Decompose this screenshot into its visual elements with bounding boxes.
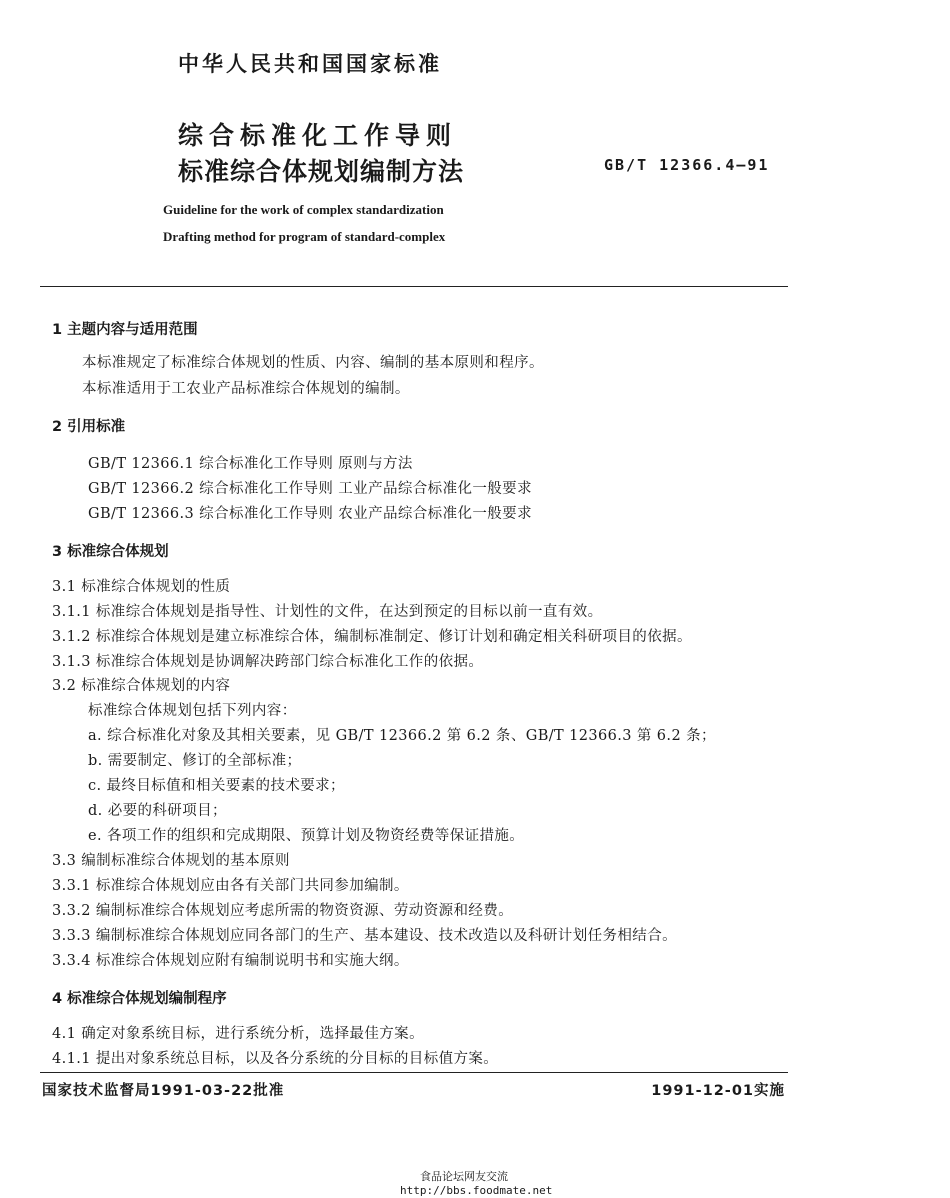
subsection-heading: 3.1 标准综合体规划的性质 — [52, 579, 231, 595]
english-title-line1: Guideline for the work of complex standardization — [163, 202, 444, 217]
subsection-heading: 4.1 确定对象系统目标，进行系统分析，选择最佳方案。 — [52, 1026, 424, 1042]
reference-item: GB/T 12366.1 综合标准化工作导则 原则与方法 — [88, 456, 413, 472]
reference-item: GB/T 12366.3 综合标准化工作导则 农业产品综合标准化一般要求 — [88, 506, 532, 522]
subsection-heading: 3.2 标准综合体规划的内容 — [52, 678, 231, 694]
document-title-line2: 标准综合体规划编制方法 — [178, 157, 465, 186]
subsection-heading: 3.3 编制标准综合体规划的基本原则 — [52, 853, 290, 869]
list-item: c. 最终目标值和相关要素的技术要求； — [88, 778, 345, 794]
clause: 3.3.4 标准综合体规划应附有编制说明书和实施大纲。 — [52, 953, 409, 969]
section-heading-4: 4 标准综合体规划编制程序 — [52, 991, 227, 1007]
clause: 3.1.1 标准综合体规划是指导性、计划性的文件，在达到预定的目标以前一直有效。 — [52, 604, 603, 620]
section-heading-2: 2 引用标准 — [52, 419, 126, 435]
list-item: e. 各项工作的组织和完成期限、预算计划及物资经费等保证措施。 — [88, 828, 525, 844]
effective-date: 1991-12-01实施 — [651, 1083, 785, 1099]
clause: 3.3.3 编制标准综合体规划应同各部门的生产、基本建设、技术改造以及科研计划任务相结合。 — [52, 928, 677, 944]
clause: 3.3.2 编制标准综合体规划应考虑所需的物资资源、劳动资源和经费。 — [52, 903, 514, 919]
document-title-line1: 综合标准化工作导则 — [178, 121, 458, 150]
paragraph: 本标准适用于工农业产品标准综合体规划的编制。 — [82, 381, 410, 397]
reference-item: GB/T 12366.2 综合标准化工作导则 工业产品综合标准化一般要求 — [88, 481, 532, 497]
header-rule — [40, 286, 788, 287]
standard-number: GB/T 12366.4—91 — [604, 156, 770, 174]
clause: 3.1.2 标准综合体规划是建立标准综合体，编制标准制定、修订计划和确定相关科研项目的依据。 — [52, 629, 692, 645]
list-item: b. 需要制定、修订的全部标准； — [88, 753, 302, 769]
national-standard-heading: 中华人民共和国国家标准 — [178, 52, 442, 76]
watermark-url: http://bbs.foodmate.net — [400, 1184, 553, 1197]
section-heading-1: 1 主题内容与适用范围 — [52, 322, 198, 338]
clause: 4.1.1 提出对象系统总目标，以及各分系统的分目标的目标值方案。 — [52, 1051, 499, 1067]
english-title-line2: Drafting method for program of standard-complex — [163, 229, 446, 244]
approval-date: 国家技术监督局1991-03-22批准 — [42, 1083, 285, 1099]
clause: 3.3.1 标准综合体规划应由各有关部门共同参加编制。 — [52, 878, 409, 894]
list-item: a. 综合标准化对象及其相关要素，见 GB/T 12366.2 第 6.2 条、GB/T 12366.3 第 6.2 条； — [88, 728, 716, 744]
clause: 3.1.3 标准综合体规划是协调解决跨部门综合标准化工作的依据。 — [52, 654, 484, 670]
section-heading-3: 3 标准综合体规划 — [52, 544, 169, 560]
footer-rule — [40, 1072, 788, 1073]
paragraph: 本标准规定了标准综合体规划的性质、内容、编制的基本原则和程序。 — [82, 355, 544, 371]
watermark-forum: 食品论坛网友交流 — [420, 1170, 508, 1183]
list-item: d. 必要的科研项目； — [88, 803, 227, 819]
paragraph: 标准综合体规划包括下列内容： — [88, 703, 297, 719]
